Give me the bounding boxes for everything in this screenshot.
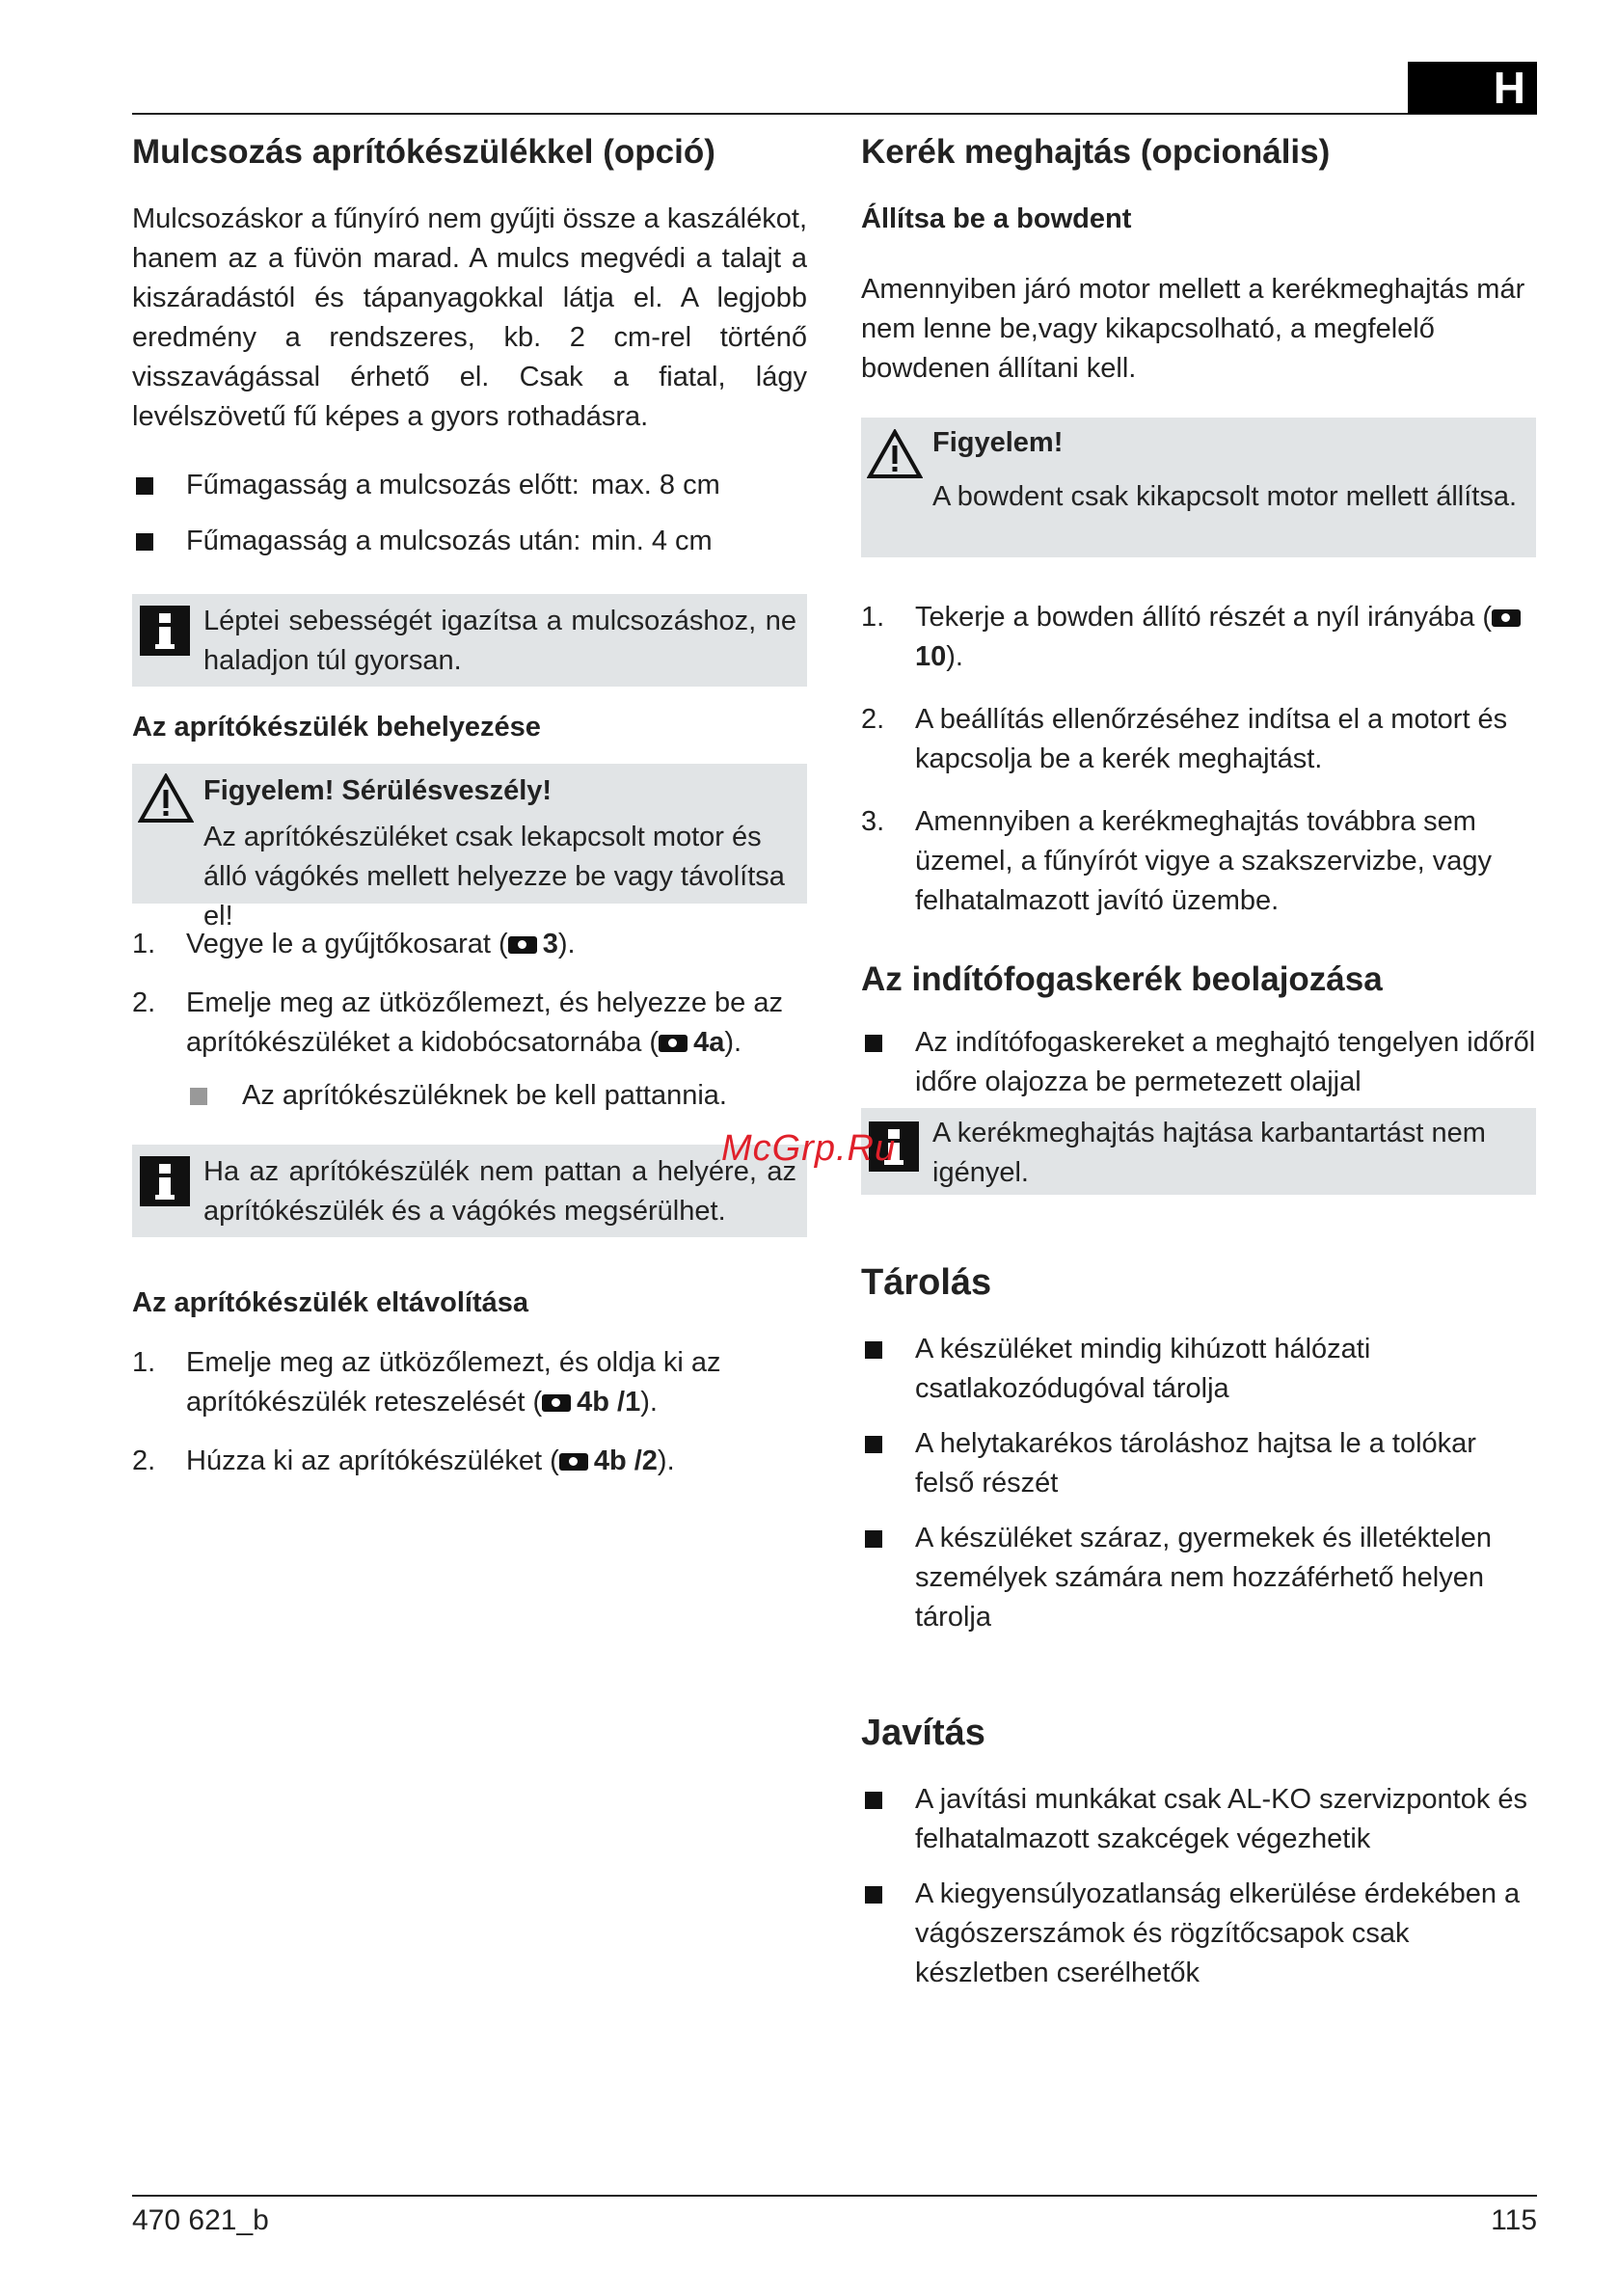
language-tab <box>1408 62 1537 114</box>
repair-title: Javítás <box>861 1713 985 1753</box>
page-number: 115 <box>1491 2204 1537 2236</box>
bullet-square-icon <box>136 533 153 551</box>
warning-triangle-icon <box>867 429 923 479</box>
remove-title: Az aprítókészülék eltávolítása <box>132 1287 528 1318</box>
camera-icon <box>1492 609 1521 627</box>
footer-rule <box>132 2195 1537 2197</box>
bullet-square-icon <box>865 1035 882 1052</box>
figure-ref: 4b /1 <box>542 1387 640 1418</box>
camera-icon <box>559 1453 588 1471</box>
header-rule <box>132 113 1537 115</box>
document-code: 470 621_b <box>132 2204 269 2236</box>
figure-ref: 10 <box>915 602 1526 672</box>
height-list <box>132 466 807 561</box>
camera-icon <box>508 936 537 954</box>
language-tab-label: H <box>1493 63 1525 113</box>
repair-item: A javítási munkákat csak AL-KO szervizpontok és felhatalmazott szakcégek végezhetik <box>861 1780 1536 1859</box>
warning-text-bowden: A bowdent csak kikapcsolt motor mellett állítsa. <box>932 481 1518 512</box>
right-column <box>861 125 1536 1993</box>
camera-icon <box>542 1394 571 1412</box>
bullet-square-icon <box>865 1792 882 1809</box>
bullet-square-icon <box>865 1530 882 1548</box>
step-item: 1. Tekerje a bowden állító részét a nyíl irányába (10). <box>861 598 1536 677</box>
mulching-title: Mulcsozás aprítókészülékkel (opció) <box>132 133 715 171</box>
warning-title-bowden: Figyelem! <box>932 427 1064 458</box>
warning-box-injury <box>132 764 807 932</box>
snap-note: Az aprítókészüléknek be kell pattannia. <box>186 1076 807 1116</box>
step-item: 2. Húzza ki az aprítókészüléket ( 4b /2). <box>132 1445 675 1476</box>
bullet-square-icon <box>136 477 153 495</box>
info-icon <box>138 1154 192 1208</box>
info-text-speed: Léptei sebességét igazítsa a mulcsozáshoz, ne haladjon túl gyorsan. <box>203 606 796 676</box>
oiling-item: Az indítófogaskereket a meghajtó tengelyen időről időre olajozza be permetezett olajjal <box>861 1023 1536 1102</box>
info-text-damage: Ha az aprítókészülék nem pattan a helyére, az aprítókészülék és a vágókés megsérülhet. <box>203 1156 796 1227</box>
step-item: 2. Emelje meg az ütközőlemezt, és helyezze be az aprítókészüléket a kidobócsatornába ( 4a). <box>132 987 783 1058</box>
wheel-drive-intro: Amennyiben járó motor mellett a kerékmeghajtás már nem lenne be,vagy kikapcsolható, a megfelelő bowdenen állítani kell. <box>861 274 1525 384</box>
warning-box-bowden <box>861 418 1536 557</box>
info-box-maintenance <box>861 1108 1536 1195</box>
bullet-square-icon <box>190 1088 207 1105</box>
repair-item: A kiegyensúlyozatlanság elkerülése érdekében a vágószerszámok és rögzítőcsapok csak készletben cserélhetők <box>861 1875 1536 1993</box>
bullet-square-icon <box>865 1341 882 1359</box>
storage-item: A készüléket mindig kihúzott hálózati csatlakozódugóval tárolja <box>861 1330 1536 1409</box>
figure-ref: 3 <box>508 929 558 959</box>
info-box-speed <box>132 594 807 687</box>
oiling-title: Az indítófogaskerék beolajozása <box>861 960 1383 998</box>
height-item: Fűmagasság a mulcsozás előtt: max. 8 cm <box>132 466 807 505</box>
step-item: 1. Vegye le a gyűjtőkosarat ( 3). <box>132 929 576 959</box>
storage-list <box>861 1330 1536 1637</box>
wheel-drive-title: Kerék meghajtás (opcionális) <box>861 133 1331 171</box>
bowden-subtitle: Állítsa be a bowdent <box>861 203 1132 234</box>
bullet-square-icon <box>865 1436 882 1453</box>
step-item: 2. A beállítás ellenőrzéséhez indítsa el a motort és kapcsolja be a kerék meghajtást. <box>861 704 1508 774</box>
step-item: 1. Emelje meg az ütközőlemezt, és oldja ki az aprítókészülék reteszelését ( 4b /1). <box>132 1347 721 1418</box>
insert-steps <box>132 925 807 1063</box>
watermark: McGrp.Ru <box>721 1128 897 1169</box>
warning-triangle-icon <box>138 773 194 824</box>
camera-icon <box>659 1035 688 1052</box>
oiling-list <box>861 1023 1536 1102</box>
info-icon <box>138 604 192 658</box>
storage-item: A helytakarékos tároláshoz hajtsa le a tolókar felső részét <box>861 1424 1536 1503</box>
warning-title-injury: Figyelem! Sérülésveszély! <box>203 775 553 806</box>
insert-title: Az aprítókészülék behelyezése <box>132 712 541 743</box>
height-item: Fűmagasság a mulcsozás után: min. 4 cm <box>132 522 807 561</box>
figure-ref: 4b /2 <box>559 1445 658 1476</box>
repair-list <box>861 1780 1536 1993</box>
remove-steps <box>132 1343 807 1481</box>
warning-text-injury: Az aprítókészüléket csak lekapcsolt motor és álló vágókés mellett helyezze be vagy távolítsa el! <box>203 822 785 932</box>
info-text-maintenance: A kerékmeghajtás hajtása karbantartást nem igényel. <box>932 1118 1486 1188</box>
figure-ref: 4a <box>659 1027 724 1058</box>
info-box-damage <box>132 1145 807 1237</box>
snap-note-list <box>186 1076 807 1116</box>
left-column <box>132 125 807 1481</box>
storage-item: A készüléket száraz, gyermekek és illetéktelen személyek számára nem hozzáférhető helyen tárolja <box>861 1519 1536 1637</box>
storage-title: Tárolás <box>861 1262 992 1303</box>
mulching-intro: Mulcsozáskor a fűnyíró nem gyűjti össze a kaszálékot, hanem az a füvön marad. A mulcs megvédi a talajt a kiszáradástól és tápanyagokkal látja el. A legjobb eredmény a rendszeres, kb. 2 cm-rel történő visszavágással érhető el. Csak a fiatal, lágy levélszövetű fű képes a gyors rothadásra. <box>132 203 807 432</box>
bullet-square-icon <box>865 1886 882 1904</box>
step-item: 3. Amennyiben a kerékmeghajtás továbbra sem üzemel, a fűnyírót vigye a szakszervizbe, vagy felhatalmazott javító üzembe. <box>861 806 1492 916</box>
bowden-steps <box>861 598 1536 921</box>
